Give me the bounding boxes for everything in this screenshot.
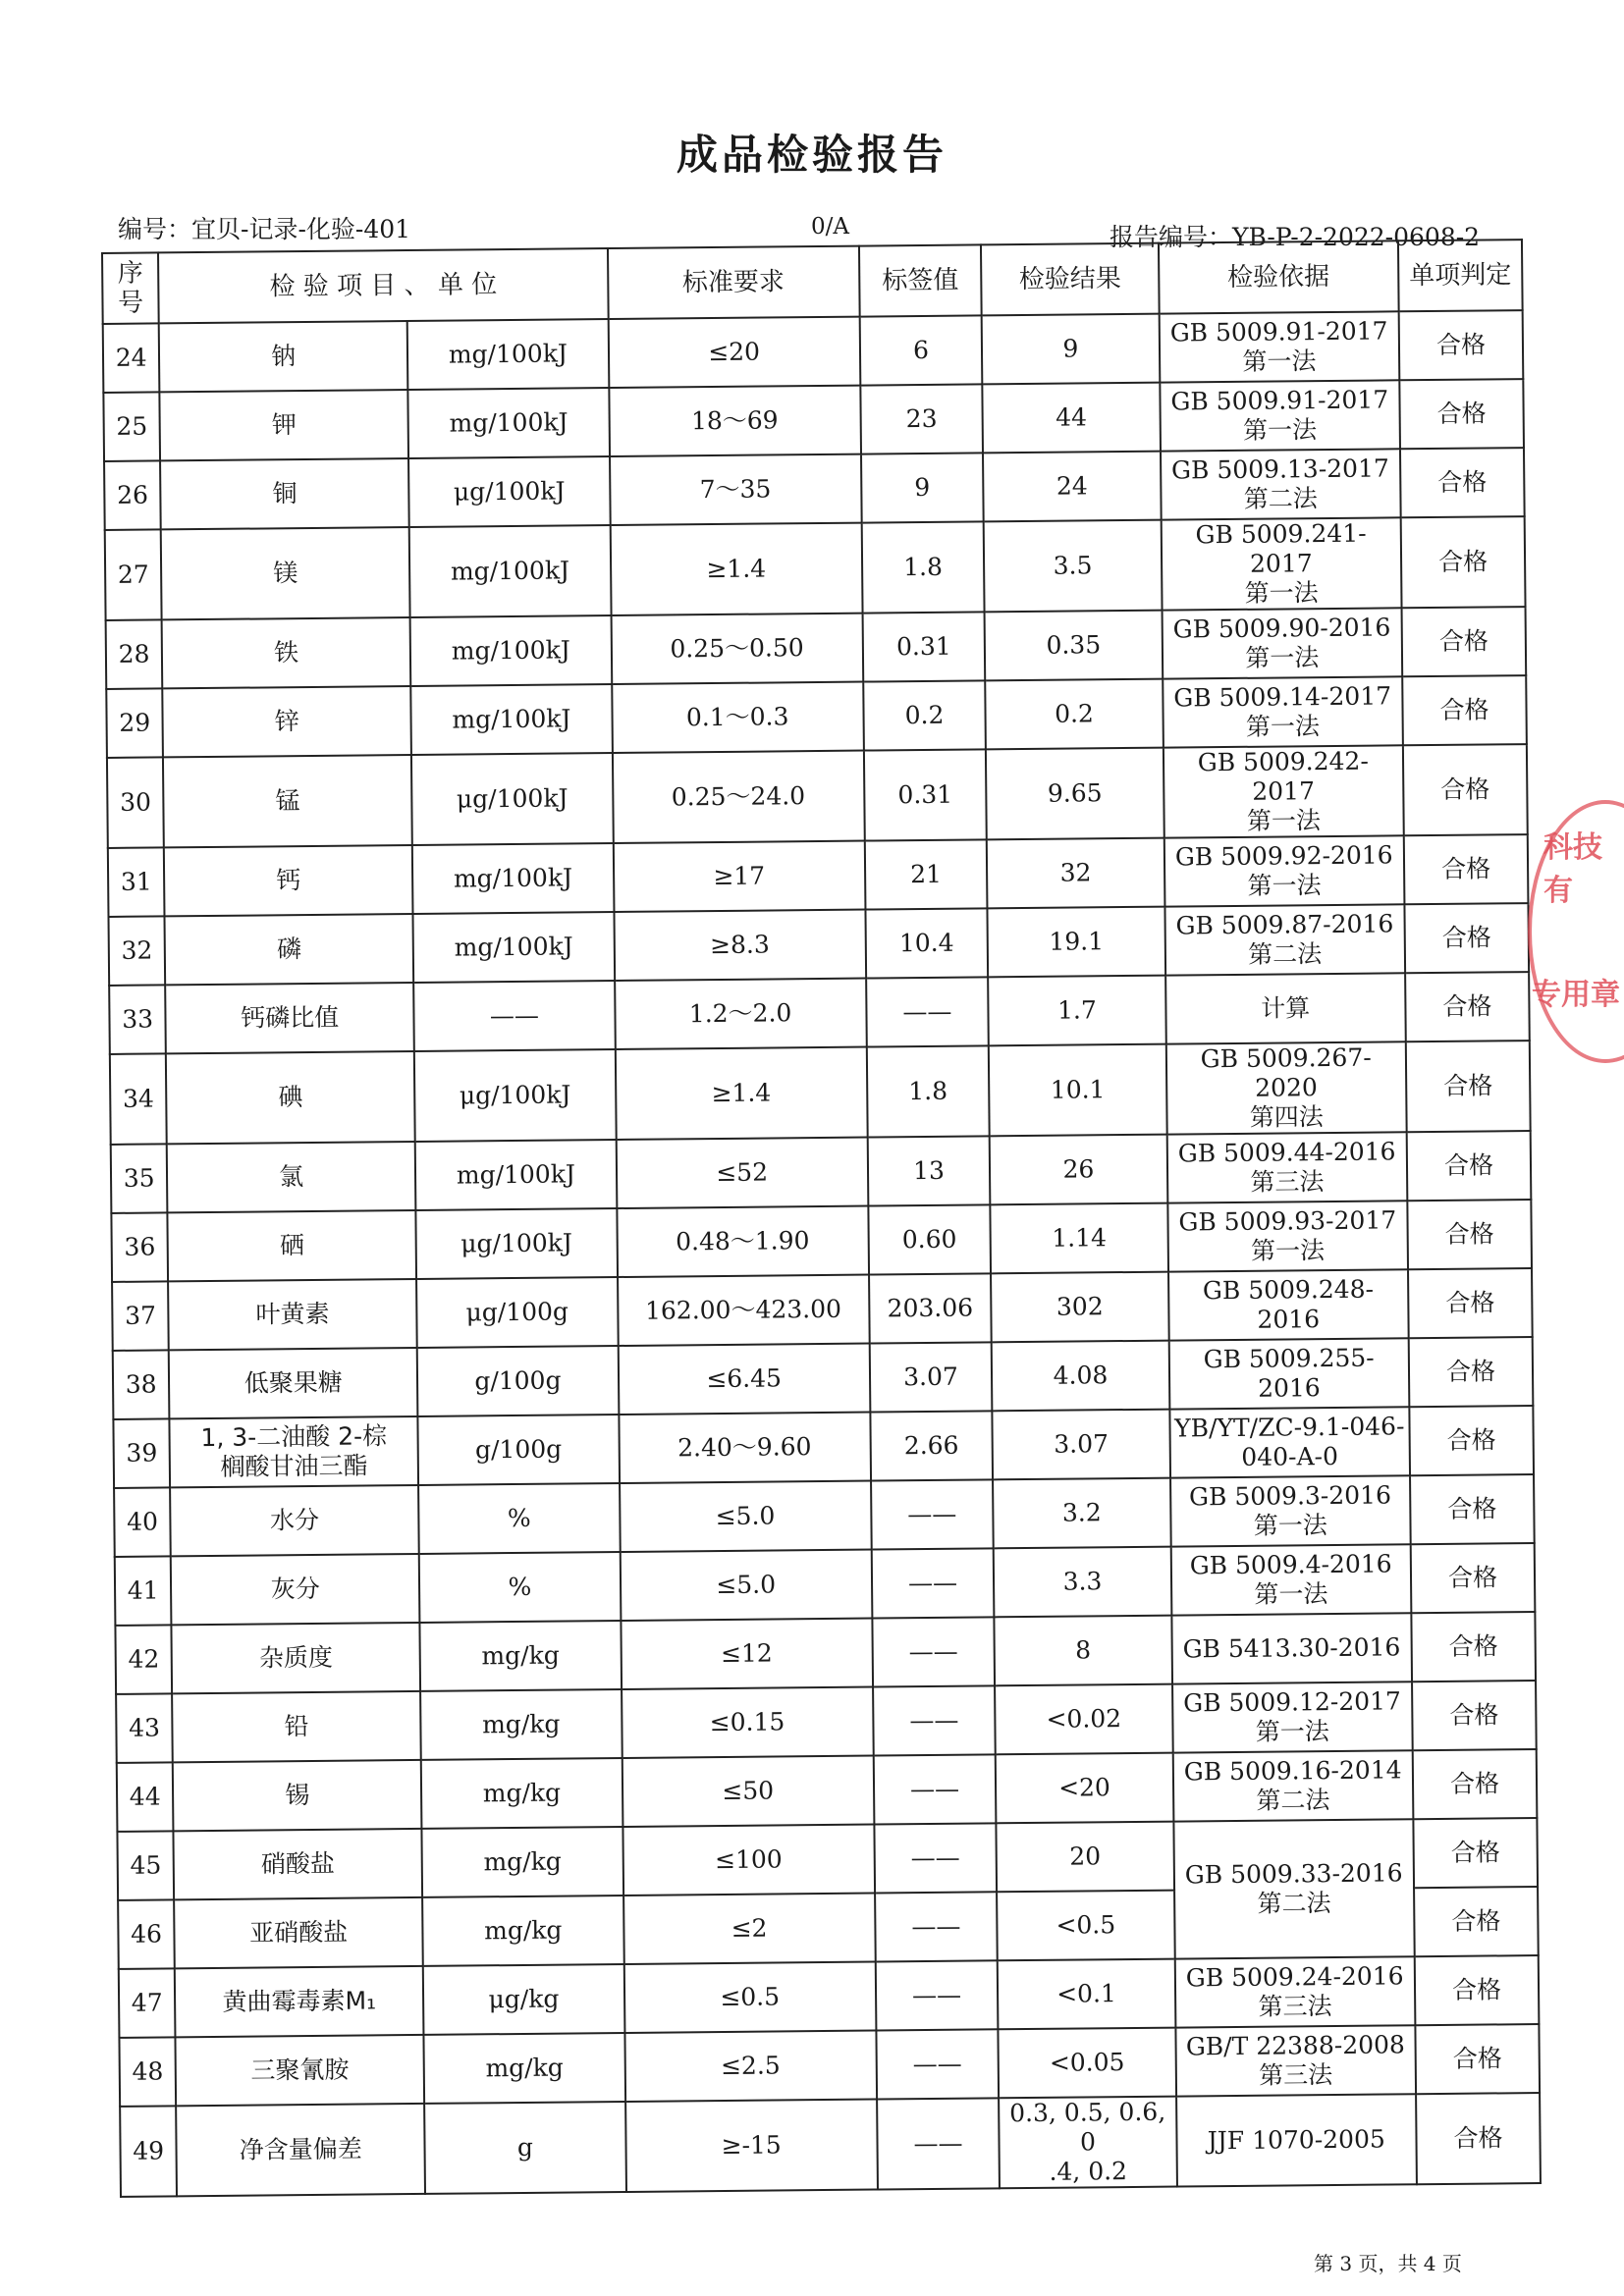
cell-label-value: ——: [872, 1617, 996, 1686]
cell-standard: ≤52: [616, 1138, 867, 1208]
cell-seq: 43: [116, 1693, 173, 1763]
cell-label-value: 0.31: [862, 612, 986, 681]
cell-basis: GB 5009.33-2016 第二法: [1173, 1819, 1415, 1958]
cell-result: 19.1: [988, 907, 1165, 978]
cell-result: <0.5: [997, 1891, 1174, 1961]
cell-label-value: 23: [860, 384, 984, 454]
cell-item-name: 锰: [163, 755, 412, 847]
cell-judgement: 合格: [1412, 1681, 1537, 1750]
cell-basis: GB/T 22388-2008 第三法: [1175, 2025, 1416, 2096]
cell-standard: ≤6.45: [618, 1344, 869, 1415]
cell-item-name: 铁: [162, 617, 410, 688]
cell-judgement: 合格: [1413, 1749, 1538, 1819]
table-row: [105, 516, 1526, 620]
cell-label-value: 1.8: [861, 521, 985, 613]
cell-item-name: 铜: [160, 458, 408, 529]
cell-seq: 39: [113, 1418, 170, 1488]
cell-unit: mg/100kJ: [412, 843, 614, 914]
cell-item-name: 三聚氰胺: [176, 2035, 424, 2106]
cell-standard: ≥1.4: [616, 1047, 868, 1140]
table-row: [110, 1041, 1531, 1145]
cell-item-name: 水分: [170, 1485, 418, 1556]
cell-standard: ≥8.3: [614, 910, 865, 981]
cell-basis: GB 5009.24-2016 第三法: [1174, 1956, 1415, 2027]
cell-item-name: 碘: [166, 1051, 415, 1144]
cell-seq: 30: [107, 757, 164, 848]
cell-item-name: 杂质度: [172, 1623, 420, 1693]
cell-judgement: 合格: [1399, 310, 1524, 380]
cell-item-name: 1, 3-二油酸 2-棕 榈酸甘油三酯: [170, 1416, 418, 1487]
cell-label-value: 10.4: [865, 908, 989, 978]
cell-standard: ≥17: [614, 841, 865, 912]
cell-judgement: 合格: [1415, 2024, 1540, 2094]
cell-standard: ≤20: [608, 317, 859, 388]
table-row: [117, 1818, 1538, 1900]
cell-result: 0.35: [985, 611, 1163, 681]
cell-basis: GB 5009.4-2016 第一法: [1170, 1544, 1411, 1615]
cell-standard: ≤5.0: [620, 1550, 871, 1621]
cell-label-value: 203.06: [869, 1273, 993, 1343]
cell-result: 3.5: [984, 520, 1162, 613]
cell-result: 1.14: [991, 1203, 1168, 1274]
cell-unit: mg/100kJ: [407, 388, 609, 458]
cell-unit: μg/100kJ: [415, 1208, 617, 1279]
cell-result: 26: [990, 1135, 1167, 1205]
cell-judgement: 合格: [1411, 1612, 1536, 1682]
cell-label-value: ——: [873, 1754, 997, 1824]
cell-seq: 33: [109, 985, 166, 1054]
cell-judgement: 合格: [1415, 1955, 1540, 2025]
cell-result: 1.7: [989, 976, 1166, 1046]
cell-item-name: 铅: [172, 1691, 420, 1762]
cell-standard: ≤0.5: [623, 1962, 875, 2033]
cell-standard: 0.25～24.0: [613, 751, 865, 843]
cell-item-name: 硒: [168, 1210, 416, 1281]
cell-item-name: 磷: [165, 914, 413, 985]
table-row: [120, 2093, 1541, 2197]
cell-item-name: 亚硝酸盐: [174, 1897, 422, 1968]
cell-basis: GB 5009.248-2016: [1168, 1269, 1409, 1340]
cell-judgement: 合格: [1413, 1818, 1538, 1888]
report-number: 报告编号：YB-P-2-2022-0608-2: [1110, 223, 1481, 251]
cell-result: 3.07: [993, 1410, 1170, 1480]
cell-item-name: 钙: [164, 845, 412, 916]
cell-label-value: 2.66: [870, 1411, 994, 1480]
cell-result: 10.1: [989, 1044, 1166, 1137]
cell-item-name: 灰分: [171, 1554, 419, 1625]
cell-label-value: ——: [866, 977, 990, 1046]
document-code: 编号：宜贝-记录-化验-401: [118, 215, 411, 243]
cell-unit: μg/100kJ: [408, 456, 610, 527]
cell-item-name: 硝酸盐: [174, 1829, 422, 1899]
cell-judgement: 合格: [1401, 516, 1526, 608]
cell-unit: mg/kg: [421, 1827, 623, 1897]
page-number: 第 3 页，共 4 页: [1314, 2252, 1462, 2275]
cell-judgement: 合格: [1414, 1887, 1539, 1956]
cell-judgement: 合格: [1402, 675, 1527, 745]
cell-judgement: 合格: [1405, 972, 1530, 1041]
cell-result: 3.2: [993, 1478, 1170, 1549]
cell-unit: mg/100kJ: [410, 615, 612, 686]
cell-basis: GB 5009.241-2017 第一法: [1161, 517, 1401, 610]
cell-result: 4.08: [992, 1341, 1169, 1412]
cell-standard: 0.1～0.3: [612, 682, 863, 753]
cell-label-value: 1.8: [866, 1045, 990, 1137]
cell-unit: g: [424, 2102, 626, 2194]
stamp-text-bottom: 专用章: [1532, 978, 1620, 1012]
cell-seq: 45: [117, 1831, 174, 1900]
table-row: [107, 744, 1528, 848]
cell-basis: GB 5009.92-2016 第一法: [1164, 835, 1404, 906]
cell-unit: mg/100kJ: [410, 684, 612, 755]
cell-seq: 26: [104, 460, 161, 530]
cell-seq: 46: [118, 1899, 175, 1969]
cell-label-value: 21: [864, 839, 988, 909]
cell-basis: GB 5413.30-2016: [1171, 1613, 1412, 1683]
cell-basis: GB 5009.90-2016 第一法: [1162, 608, 1402, 678]
cell-item-name: 净含量偏差: [176, 2104, 425, 2196]
cell-basis: GB 5009.16-2014 第二法: [1172, 1750, 1413, 1821]
cell-result: 302: [991, 1272, 1168, 1343]
cell-basis: GB 5009.87-2016 第二法: [1164, 904, 1405, 975]
cell-judgement: 合格: [1410, 1474, 1535, 1544]
cell-item-name: 氯: [167, 1142, 415, 1212]
cell-standard: 162.00～423.00: [618, 1275, 869, 1346]
cell-label-value: 13: [867, 1136, 991, 1205]
cell-standard: ≥-15: [625, 2100, 878, 2192]
cell-standard: ≥1.4: [610, 523, 862, 615]
cell-judgement: 合格: [1400, 448, 1525, 517]
cell-label-value: ——: [877, 2098, 1001, 2189]
cell-seq: 38: [113, 1350, 170, 1419]
cell-label-value: 3.07: [869, 1342, 993, 1412]
cell-judgement: 合格: [1403, 744, 1528, 835]
cell-seq: 44: [117, 1762, 174, 1832]
cell-judgement: 合格: [1409, 1337, 1534, 1407]
cell-standard: ≤50: [622, 1756, 873, 1827]
cell-result: 0.3, 0.5, 0.6, 0 .4, 0.2: [999, 2097, 1176, 2189]
cell-seq: 48: [119, 2037, 176, 2107]
cell-basis: GB 5009.91-2017 第一法: [1160, 380, 1400, 451]
cell-result: <20: [996, 1753, 1173, 1824]
cell-item-name: 镁: [161, 527, 410, 619]
cell-unit: mg/kg: [424, 2033, 625, 2104]
cell-basis: YB/YT/ZC-9.1-046- 040-A-0: [1169, 1407, 1410, 1477]
cell-seq: 35: [111, 1144, 168, 1213]
cell-seq: 27: [105, 529, 162, 620]
column-header-seq: 序号: [102, 252, 159, 324]
cell-label-value: 0.60: [868, 1204, 992, 1274]
column-header-judgement: 单项判定: [1398, 240, 1523, 311]
cell-basis: GB 5009.12-2017 第一法: [1172, 1682, 1413, 1752]
cell-unit: mg/kg: [421, 1758, 623, 1829]
column-header-standard: 标准要求: [608, 246, 860, 319]
cell-basis: GB 5009.44-2016 第三法: [1166, 1132, 1407, 1202]
cell-seq: 42: [115, 1625, 172, 1694]
cell-standard: 1.2～2.0: [615, 979, 866, 1049]
cell-label-value: 6: [859, 315, 983, 385]
cell-label-value: ——: [871, 1479, 995, 1549]
cell-result: 3.3: [994, 1547, 1171, 1618]
cell-seq: 37: [112, 1281, 169, 1351]
cell-standard: ≤100: [623, 1825, 874, 1896]
cell-judgement: 合格: [1409, 1406, 1534, 1475]
document-version: 0/A: [811, 214, 849, 240]
cell-item-name: 钠: [159, 321, 407, 392]
cell-unit: mg/100kJ: [407, 319, 609, 390]
cell-judgement: 合格: [1407, 1131, 1532, 1201]
cell-seq: 24: [103, 323, 160, 393]
cell-item-name: 叶黄素: [168, 1279, 416, 1350]
cell-unit: %: [419, 1552, 621, 1623]
cell-unit: g/100g: [417, 1415, 619, 1485]
cell-result: 20: [997, 1822, 1174, 1893]
cell-basis: GB 5009.255-2016: [1168, 1338, 1409, 1409]
cell-unit: mg/kg: [419, 1621, 621, 1691]
cell-unit: mg/kg: [420, 1689, 622, 1760]
cell-judgement: 合格: [1406, 1041, 1531, 1132]
cell-judgement: 合格: [1402, 607, 1527, 676]
cell-unit: mg/100kJ: [413, 912, 615, 983]
cell-unit: mg/100kJ: [415, 1140, 617, 1210]
cell-judgement: 合格: [1399, 379, 1524, 449]
table-header-row: [102, 240, 1523, 324]
cell-result: 9: [982, 314, 1160, 385]
cell-seq: 31: [108, 847, 165, 917]
report-title: 成品检验报告: [676, 131, 947, 179]
cell-item-name: 低聚果糖: [169, 1348, 417, 1418]
cell-basis: GB 5009.13-2017 第二法: [1160, 449, 1400, 519]
cell-standard: 18～69: [609, 386, 860, 456]
cell-judgement: 合格: [1416, 2093, 1541, 2184]
cell-judgement: 合格: [1404, 834, 1529, 904]
cell-seq: 47: [119, 1968, 176, 2038]
cell-result: <0.1: [998, 1959, 1175, 2030]
cell-label-value: ——: [873, 1685, 997, 1755]
cell-unit: g/100g: [417, 1346, 619, 1416]
cell-seq: 29: [106, 688, 163, 758]
cell-unit: ——: [413, 981, 615, 1051]
cell-basis: GB 5009.91-2017 第一法: [1159, 311, 1399, 382]
cell-basis: 计算: [1165, 973, 1406, 1043]
stamp-text-top: 科技有: [1543, 830, 1602, 908]
cell-unit: μg/kg: [423, 1964, 624, 2035]
cell-judgement: 合格: [1408, 1268, 1533, 1338]
inspection-table: [101, 239, 1542, 2198]
cell-standard: 7～35: [610, 454, 861, 525]
cell-item-name: 锌: [163, 686, 411, 757]
cell-unit: μg/100kJ: [414, 1049, 617, 1142]
cell-seq: 36: [111, 1212, 168, 1282]
cell-unit: mg/100kJ: [409, 525, 612, 617]
cell-standard: 2.40～9.60: [619, 1413, 870, 1483]
cell-standard: 0.48～1.90: [617, 1206, 868, 1277]
cell-seq: 25: [103, 392, 160, 461]
cell-label-value: ——: [871, 1548, 995, 1618]
cell-unit: %: [418, 1483, 620, 1554]
cell-item-name: 黄曲霉毒素M₁: [175, 1966, 423, 2037]
cell-label-value: ——: [876, 2029, 1000, 2099]
cell-unit: mg/kg: [422, 1896, 623, 1966]
cell-standard: ≤5.0: [620, 1481, 871, 1552]
cell-standard: ≤2.5: [624, 2031, 876, 2102]
cell-unit: μg/100kJ: [411, 753, 614, 845]
cell-item-name: 锡: [173, 1760, 421, 1831]
cell-standard: 0.25～0.50: [611, 614, 862, 684]
cell-basis: GB 5009.242-2017 第一法: [1163, 745, 1403, 837]
cell-label-value: ——: [874, 1823, 998, 1893]
cell-unit: μg/100g: [416, 1277, 618, 1348]
cell-seq: 40: [114, 1487, 171, 1557]
cell-label-value: ——: [875, 1960, 999, 2030]
cell-result: 24: [983, 452, 1161, 522]
cell-basis: GB 5009.93-2017 第一法: [1167, 1201, 1408, 1271]
cell-basis: GB 5009.267-2020 第四法: [1165, 1041, 1406, 1134]
cell-seq: 41: [115, 1556, 172, 1626]
column-header-result: 检验结果: [981, 243, 1159, 316]
cell-basis: GB 5009.14-2017 第一法: [1163, 676, 1403, 747]
cell-basis: GB 5009.3-2016 第一法: [1170, 1475, 1411, 1546]
cell-result: 32: [987, 838, 1164, 909]
cell-judgement: 合格: [1407, 1200, 1532, 1269]
column-header-item-unit: 检 验 项 目 、 单 位: [158, 248, 608, 323]
cell-item-name: 钙磷比值: [165, 983, 413, 1053]
cell-result: 8: [995, 1616, 1172, 1686]
cell-result: <0.02: [995, 1684, 1172, 1755]
cell-label-value: 9: [861, 453, 985, 522]
cell-seq: 49: [120, 2106, 177, 2197]
cell-standard: ≤2: [623, 1894, 875, 1964]
cell-result: 9.65: [986, 748, 1164, 840]
cell-seq: 34: [110, 1053, 167, 1145]
cell-result: 0.2: [986, 679, 1164, 750]
cell-judgement: 合格: [1411, 1543, 1536, 1613]
cell-judgement: 合格: [1405, 903, 1530, 973]
cell-label-value: ——: [875, 1892, 999, 1961]
cell-basis: JJF 1070-2005: [1176, 2094, 1417, 2186]
column-header-basis: 检验依据: [1158, 240, 1398, 313]
cell-seq: 28: [106, 619, 163, 689]
cell-seq: 32: [108, 916, 165, 986]
cell-result: 44: [983, 383, 1161, 454]
cell-label-value: 0.31: [863, 749, 987, 840]
cell-result: <0.05: [999, 2028, 1176, 2099]
cell-standard: ≤0.15: [622, 1687, 873, 1758]
cell-label-value: 0.2: [863, 680, 987, 750]
cell-standard: ≤12: [621, 1619, 872, 1689]
table-body: [103, 310, 1541, 2197]
cell-item-name: 钾: [160, 390, 408, 460]
column-header-label-value: 标签值: [859, 244, 983, 316]
